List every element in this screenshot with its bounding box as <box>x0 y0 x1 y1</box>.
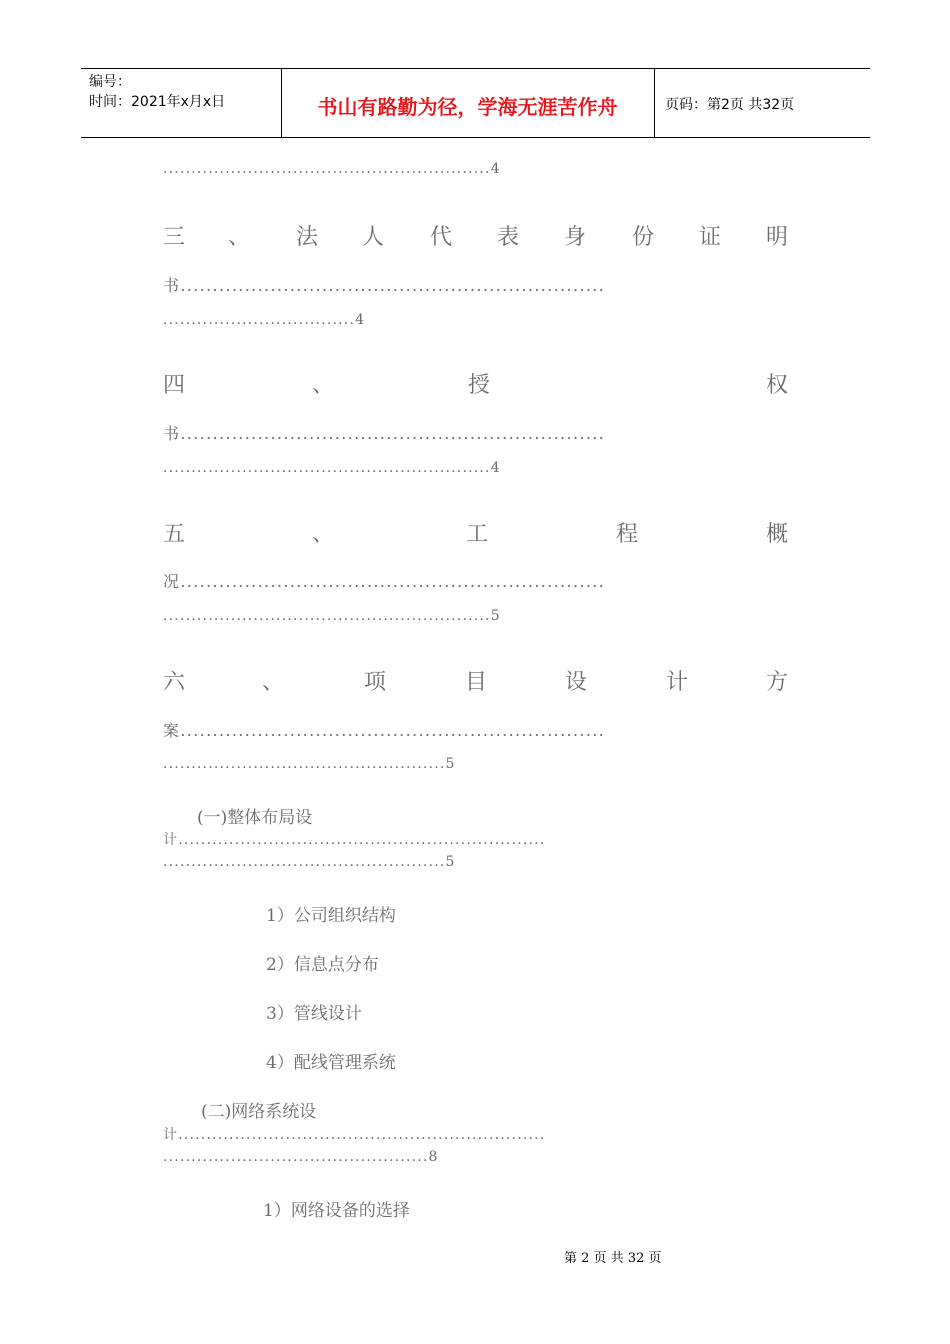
toc-sub-title: (二)网络系统设 <box>201 1102 317 1122</box>
toc-char: 三 <box>163 225 186 250</box>
toc-char: 、 <box>262 670 285 695</box>
toc-char: 权 <box>766 373 789 398</box>
toc-leader: ..........................................................5 <box>163 608 501 624</box>
toc-char: 程 <box>616 522 639 547</box>
toc-char: 、 <box>228 225 251 250</box>
toc-char: 份 <box>632 225 655 250</box>
toc-leader: ..........................................................4 <box>163 460 501 476</box>
toc-char: 目 <box>465 670 488 695</box>
toc-tail: 况.................................................................. <box>163 572 606 591</box>
time-label: 时间：2021年x月x日 <box>89 94 226 110</box>
toc-char: 工 <box>466 522 489 547</box>
toc-char: 、 <box>312 373 335 398</box>
toc-tail: 计................................................................. <box>163 1127 546 1143</box>
toc-item: 1）网络设备的选择 <box>263 1201 410 1221</box>
page-header <box>81 68 870 138</box>
toc-item: 3）管线设计 <box>266 1004 362 1024</box>
toc-tail: 书.................................................................. <box>163 424 606 443</box>
toc-leader: ..................................................5 <box>163 854 456 870</box>
toc-item: 1）公司组织结构 <box>266 906 396 926</box>
toc-tail: 书.................................................................. <box>163 276 606 295</box>
toc-char: 概 <box>766 522 789 547</box>
toc-leader: ..................................................5 <box>163 756 456 772</box>
toc-char: 六 <box>163 670 186 695</box>
toc-char: 计 <box>666 670 689 695</box>
toc-char: 授 <box>468 373 491 398</box>
toc-char: 代 <box>430 225 453 250</box>
toc-char: 明 <box>766 225 789 250</box>
toc-tail: 案.................................................................. <box>163 721 606 740</box>
toc-tail: 计................................................................. <box>163 832 546 848</box>
toc-char: 表 <box>497 225 520 250</box>
toc-char: 方 <box>766 670 789 695</box>
toc-char: 人 <box>362 225 385 250</box>
toc-char: 项 <box>364 670 387 695</box>
toc-char: 证 <box>699 225 722 250</box>
page-footer: 第 2 页 共 32 页 <box>564 1251 662 1266</box>
slogan-text: 书山有路勤为径，学海无涯苦作舟 <box>317 95 618 119</box>
toc-char: 法 <box>296 225 319 250</box>
header-page <box>655 69 870 137</box>
toc-item: 4）配线管理系统 <box>266 1053 396 1073</box>
header-slogan <box>281 69 655 137</box>
number-label: 编号： <box>89 74 131 90</box>
header-meta <box>81 69 282 137</box>
toc-item: 2）信息点分布 <box>266 955 379 975</box>
toc-char: 身 <box>564 225 587 250</box>
page-info: 页码：第2页 共32页 <box>665 97 795 113</box>
toc-leader: ..........................................................4 <box>163 161 501 177</box>
toc-sub-title: (一)整体布局设 <box>197 808 313 828</box>
toc-char: 、 <box>312 522 335 547</box>
toc-char: 四 <box>163 373 186 398</box>
toc-char: 五 <box>163 522 186 547</box>
toc-char: 设 <box>565 670 588 695</box>
toc-leader: ...............................................8 <box>163 1149 439 1165</box>
toc-leader: ..................................4 <box>163 312 366 328</box>
